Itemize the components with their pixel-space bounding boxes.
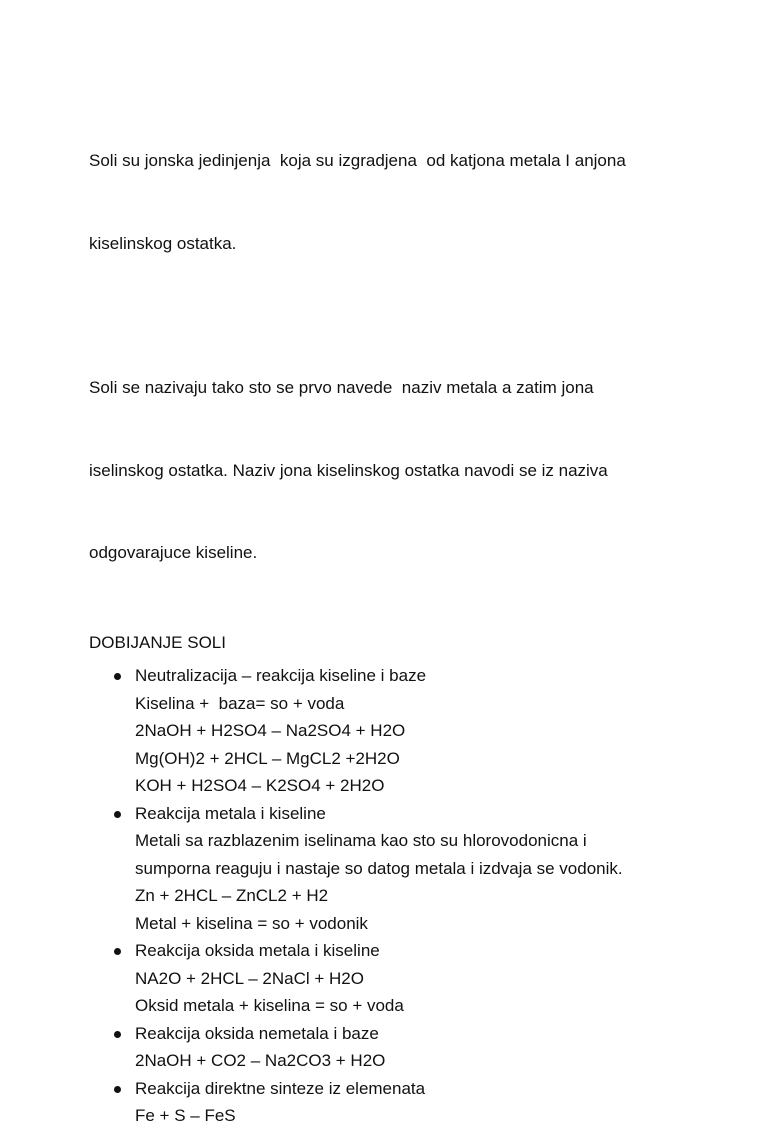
paragraph-line: Soli su jonska jedinjenja koja su izgradjena od katjona metala I anjona: [89, 151, 626, 170]
list-item-title: Reakcija oksida metala i kiseline: [135, 941, 380, 960]
list-item-line: Metal + kiselina = so + vodonik: [135, 913, 368, 933]
list-item-metal-oxide-acid: [89, 937, 689, 1020]
list-item-line: sumporna reaguju i nastaje so datog metala i izdvaja se vodonik.: [135, 858, 623, 878]
list-item-line: 2NaOH + H2SO4 – Na2SO4 + H2O: [135, 721, 406, 740]
bullet-icon: [114, 1031, 121, 1038]
list-item-title: Reakcija metala i kiseline: [135, 803, 326, 823]
list-item-nonmetal-oxide-base: [89, 1020, 689, 1075]
list-item-title: Reakcija direktne sinteze iz elemenata: [135, 1078, 426, 1098]
list-item-line: NA2O + 2HCL – 2NaCl + H2O: [135, 968, 364, 988]
list-item-line: Fe + S – FeS: [135, 1106, 236, 1125]
list-item-neutralization: [89, 662, 689, 800]
document-body: [89, 92, 689, 1130]
methods-list: [89, 662, 689, 1130]
paragraph-line: Soli se nazivaju tako sto se prvo navede naziv metala a zatim jona: [89, 378, 594, 397]
paragraph-line: kiselinskog ostatka.: [89, 233, 237, 253]
list-item-line: Mg(OH)2 + 2HCL – MgCL2 +2H2O: [135, 748, 400, 768]
list-item-direct-synthesis: [89, 1075, 689, 1130]
paragraph-definition: [89, 92, 689, 312]
list-item-title: Neutralizacija – reakcija kiseline i baze: [135, 666, 427, 685]
list-item-line: Kiselina + baza= so + voda: [135, 693, 345, 713]
list-item-metal-acid: [89, 800, 689, 938]
paragraph-line: iselinskog ostatka. Naziv jona kiselinskog ostatka navodi se iz naziva: [89, 460, 608, 480]
paragraph-line: odgovarajuce kiseline.: [89, 543, 258, 562]
bullet-icon: [114, 1086, 121, 1093]
list-item-line: 2NaOH + CO2 – Na2CO3 + H2O: [135, 1051, 386, 1070]
section-heading: DOBIJANJE SOLI: [89, 632, 226, 652]
list-item-line: Zn + 2HCL – ZnCL2 + H2: [135, 886, 329, 905]
bullet-icon: [114, 948, 121, 955]
paragraph-naming: [89, 319, 689, 622]
list-item-line: KOH + H2SO4 – K2SO4 + 2H2O: [135, 776, 385, 795]
bullet-icon: [114, 811, 121, 818]
list-item-title: Reakcija oksida nemetala i baze: [135, 1023, 379, 1043]
list-item-line: Oksid metala + kiselina = so + voda: [135, 996, 404, 1015]
bullet-icon: [114, 673, 121, 680]
list-item-line: Metali sa razblazenim iselinama kao sto su hlorovodonicna i: [135, 831, 587, 850]
